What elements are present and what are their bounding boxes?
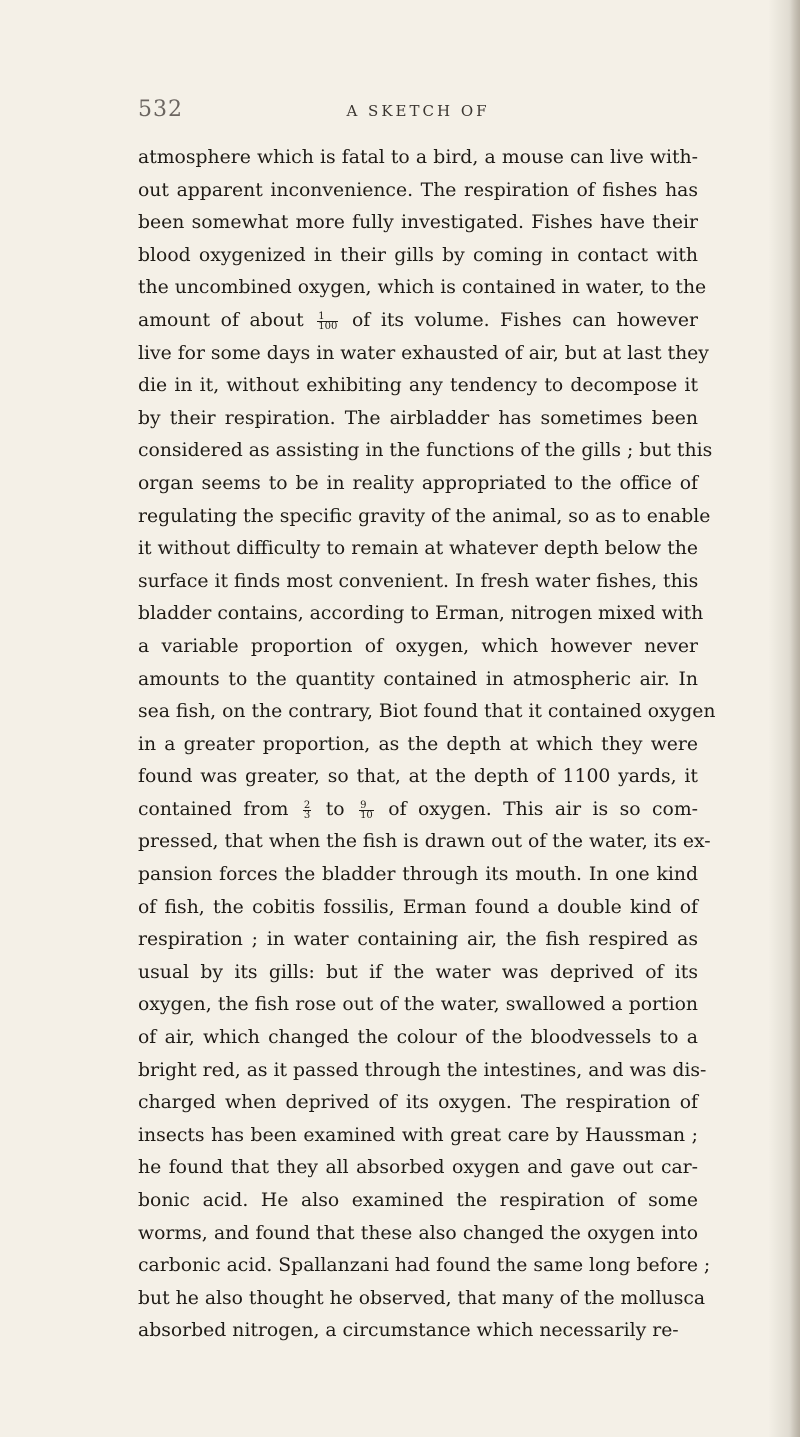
text-line: found was greater, so that, at the depth of 1100 yards, it bbox=[138, 766, 698, 788]
text-fragment: amount of about bbox=[138, 309, 304, 331]
text-fragment: of oxygen. This air is so com- bbox=[388, 798, 698, 820]
text-line: of fish, the cobitis fossilis, Erman found a double kind of bbox=[138, 896, 698, 918]
text-line: been somewhat more fully investigated. Fishes have their bbox=[138, 212, 698, 234]
text-line: surface it finds most convenient. In fresh water fishes, this bbox=[138, 570, 699, 592]
text-line bbox=[138, 794, 698, 827]
text-line: it without difficulty to remain at whatever depth below the bbox=[138, 538, 698, 560]
text-line: pressed, that when the fish is drawn out of the water, its ex- bbox=[138, 831, 711, 853]
fraction-one-hundredth bbox=[317, 312, 338, 331]
text-line: oxygen, the fish rose out of the water, swallowed a portion bbox=[138, 994, 698, 1016]
text-line: organ seems to be in reality appropriated to the office of bbox=[138, 472, 698, 494]
text-line: absorbed nitrogen, a circumstance which necessarily re- bbox=[138, 1320, 679, 1342]
fraction-numerator: 9 bbox=[359, 801, 374, 811]
text-line: he found that they all absorbed oxygen and gave out car- bbox=[138, 1157, 698, 1179]
fraction-numerator: 2 bbox=[303, 799, 311, 811]
text-line: insects has been examined with great care by Haussman ; bbox=[138, 1124, 698, 1146]
fraction-denominator: 100 bbox=[318, 320, 338, 332]
text-line: worms, and found that these also changed the oxygen into bbox=[138, 1222, 698, 1244]
text-line: atmosphere which is fatal to a bird, a mouse can live with- bbox=[138, 147, 698, 168]
text-line: respiration ; in water containing air, the fish respired as bbox=[138, 929, 698, 951]
fraction-denominator: 3 bbox=[303, 809, 311, 821]
text-line: sea fish, on the contrary, Biot found that it contained oxygen bbox=[138, 701, 716, 723]
text-line: blood oxygenized in their gills by coming in contact with bbox=[138, 244, 698, 266]
text-line: regulating the specific gravity of the animal, so as to enable bbox=[138, 505, 711, 527]
fraction-numerator: 1 bbox=[317, 312, 338, 322]
text-line: carbonic acid. Spallanzani had found the same long before ; bbox=[138, 1255, 711, 1277]
text-line: bonic acid. He also examined the respiration of some bbox=[138, 1190, 698, 1211]
text-line: in a greater proportion, as the depth at which they were bbox=[138, 733, 698, 755]
text-line: die in it, without exhibiting any tendency to decompose it bbox=[138, 375, 698, 397]
fraction-two-thirds bbox=[303, 801, 311, 820]
running-head: A SKETCH OF bbox=[346, 102, 490, 120]
page-edge-shadow bbox=[790, 0, 800, 1437]
text-line: by their respiration. The airbladder has sometimes been bbox=[138, 407, 698, 429]
page-header bbox=[138, 97, 698, 127]
text-line: bladder contains, according to Erman, nitrogen mixed with bbox=[138, 603, 704, 625]
text-line: out apparent inconvenience. The respiration of fishes has bbox=[138, 179, 698, 201]
text-fragment: of its volume. Fishes can however bbox=[352, 309, 698, 331]
text-line: charged when deprived of its oxygen. The respiration of bbox=[138, 1092, 698, 1114]
fraction-nine-tenths bbox=[359, 801, 374, 820]
text-line: but he also thought he observed, that many of the mollusca bbox=[138, 1287, 706, 1309]
text-line: the uncombined oxygen, which is contained in water, to the bbox=[138, 277, 707, 299]
body-text bbox=[138, 142, 716, 1348]
text-line: live for some days in water exhausted of air, but at last they bbox=[138, 342, 709, 364]
fraction-denominator: 10 bbox=[360, 809, 373, 821]
text-line: bright red, as it passed through the intestines, and was dis- bbox=[138, 1059, 707, 1081]
page-number: 532 bbox=[138, 97, 183, 122]
text-line: pansion forces the bladder through its mouth. In one kind bbox=[138, 864, 698, 886]
text-fragment: to bbox=[325, 798, 345, 820]
text-line: of air, which changed the colour of the bloodvessels to a bbox=[138, 1027, 698, 1049]
text-line: considered as assisting in the functions of the gills ; but this bbox=[138, 440, 713, 462]
text-line: amounts to the quantity contained in atmospheric air. In bbox=[138, 668, 698, 690]
text-line bbox=[138, 305, 698, 338]
text-line: usual by its gills: but if the water was deprived of its bbox=[138, 961, 698, 983]
text-fragment: contained from bbox=[138, 798, 289, 820]
text-line: a variable proportion of oxygen, which however never bbox=[138, 635, 698, 657]
